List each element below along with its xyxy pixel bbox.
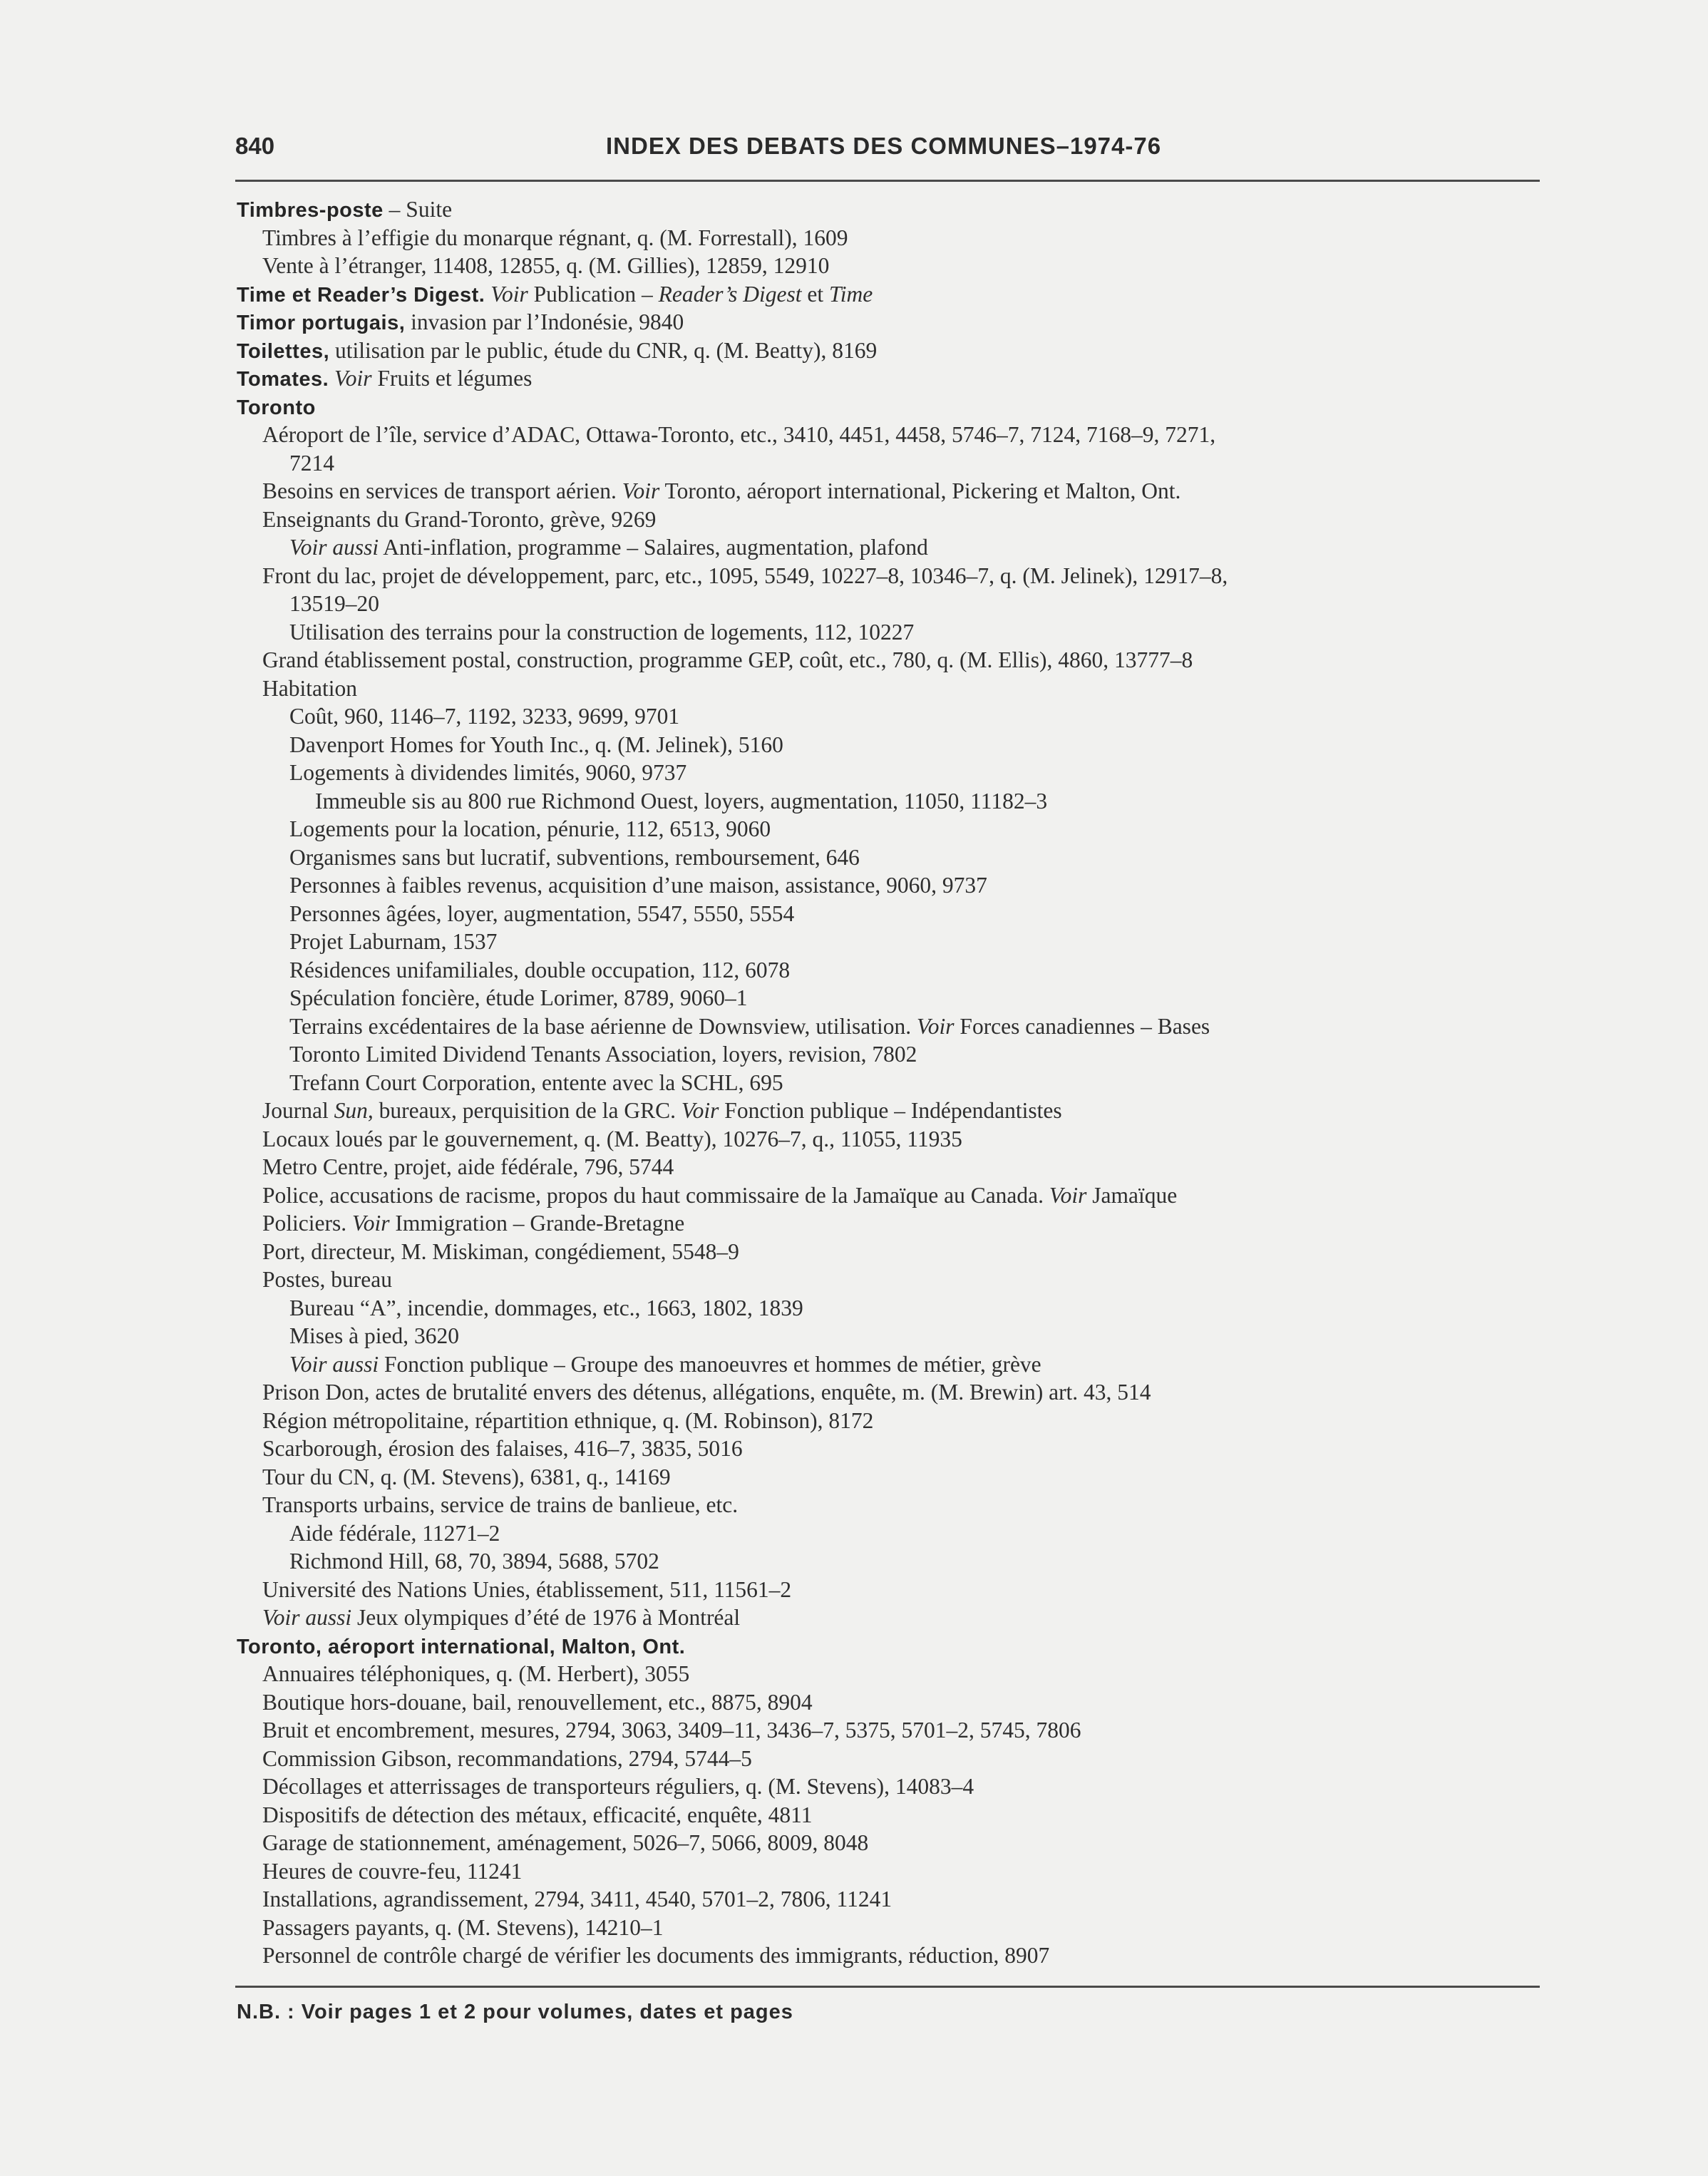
index-entry-line [237,646,1548,674]
entry-text: Fonction publique – Indépendantistes [719,1098,1062,1123]
entry-heading-text: Toronto, aéroport international, Malton, Ont. [237,1635,686,1658]
index-entry-line [237,1716,1548,1745]
page-number: 840 [235,133,275,159]
index-entry-line [237,1209,1548,1238]
entry-text: Fonction publique – Groupe des manoeuvres et hommes de métier, grève [379,1351,1041,1377]
entry-text: Décollages et atterrissages de transporteurs réguliers, q. (M. Stevens), 14083–4 [262,1774,974,1799]
index-entry-line [237,477,1548,505]
entry-text: Toronto Limited Dividend Tenants Association, loyers, revision, 7802 [289,1042,917,1067]
entry-heading-text: Toilettes, [237,339,330,363]
entry-text: Logements à dividendes limités, 9060, 9737 [289,760,687,785]
entry-text: Bruit et encombrement, mesures, 2794, 3063, 3409–11, 3436–7, 5375, 5701–2, 5745, 7806 [262,1718,1081,1743]
index-entry-line [237,252,1548,280]
entry-text: – Suite [383,197,453,222]
cross-reference-text: Voir [490,281,528,307]
entry-text: Timbres à l’effigie du monarque régnant, q. (M. Forrestall), 1609 [262,225,848,250]
cross-reference-text: Voir [1049,1182,1087,1208]
index-entry-line [237,1040,1548,1069]
index-entry-line [237,1857,1548,1886]
entry-text: Police, accusations de racisme, propos du haut commissaire de la Jamaïque au Canada. [262,1182,1049,1208]
entry-text: Organismes sans but lucratif, subventions, remboursement, 646 [289,844,860,870]
index-entry-line [237,505,1548,534]
entry-text: Forces canadiennes – Bases [954,1013,1210,1039]
entry-text: utilisation par le public, étude du CNR, q. (M. Beatty), 8169 [329,337,878,363]
entry-heading-text: Timor portugais, [237,312,406,334]
index-entry-line [237,702,1548,731]
entry-text: Vente à l’étranger, 11408, 12855, q. (M. Gillies), 12859, 12910 [262,253,830,278]
cross-reference-text: Reader’s Digest [658,281,802,307]
entry-text: Immeuble sis au 800 rue Richmond Ouest, loyers, augmentation, 11050, 11182–3 [315,788,1048,814]
cross-reference-text: Voir [917,1013,955,1039]
entry-text: Front du lac, projet de développement, parc, etc., 1095, 5549, 10227–8, 10346–7, q. (M. Jelinek), 12917–8, [262,563,1228,588]
entry-text: Boutique hors-douane, bail, renouvellement, etc., 8875, 8904 [262,1689,813,1715]
entry-text: Enseignants du Grand-Toronto, grève, 9269 [262,506,657,532]
entry-text: Habitation [262,675,357,701]
entry-text: Publication – [528,281,659,307]
entry-text: 13519–20 [289,591,379,616]
index-entry-line [237,1378,1548,1407]
index-entry-line [237,1266,1548,1294]
cross-reference-text: Voir [352,1211,390,1236]
footer-rule [235,1986,1540,1988]
index-entry-line [237,1238,1548,1266]
index-entry-line [237,956,1548,985]
entry-text: Aide fédérale, 11271–2 [289,1520,500,1546]
entry-heading-text: Timbres-poste [237,199,384,222]
entry-text: Jeux olympiques d’été de 1976 à Montréal [351,1605,741,1630]
cross-reference-text: Voir aussi [289,1351,379,1377]
page-header [235,133,1540,175]
entry-text: Jamaïque [1086,1182,1178,1208]
index-entry-line [237,224,1548,252]
index-heading-line [237,280,1548,309]
cross-reference-text: Voir [334,366,372,391]
index-entry-line [237,1829,1548,1857]
index-entry-line [237,1660,1548,1688]
entry-text: Prison Don, actes de brutalité envers des détenus, allégations, enquête, m. (M. Brewin) art. 43, 514 [262,1380,1151,1405]
index-entry-line [237,1407,1548,1435]
cross-reference-text: Sun, [334,1098,374,1123]
entry-text: Journal [262,1098,334,1123]
cross-reference-text: Time [829,281,873,307]
index-entry-line [237,1491,1548,1519]
index-entry-line [237,759,1548,787]
entry-text: bureaux, perquisition de la GRC. [373,1098,681,1123]
header-rule [235,180,1540,182]
entry-text: Commission Gibson, recommandations, 2794, 5744–5 [262,1745,752,1771]
entry-text: Région métropolitaine, répartition ethnique, q. (M. Robinson), 8172 [262,1407,874,1433]
entry-text: Toronto, aéroport international, Pickering et Malton, Ont. [659,478,1181,503]
cross-reference-text: Voir aussi [289,535,379,560]
index-heading-line [237,308,1548,337]
index-entry-line [237,1125,1548,1154]
index-entry-line [237,562,1548,590]
entry-text: 7214 [289,450,334,476]
index-heading-line [237,364,1548,393]
running-title: INDEX DES DEBATS DES COMMUNES–1974-76 [606,133,1162,159]
entry-text: Metro Centre, projet, aide fédérale, 796, 5744 [262,1154,674,1179]
cross-reference-text: Voir [622,478,660,503]
index-entry-line [237,1012,1548,1041]
entry-text: Heures de couvre-feu, 11241 [262,1858,523,1884]
entry-heading-text: Time et Reader’s Digest. [237,283,485,307]
entry-text: Mises à pied, 3620 [289,1323,459,1348]
entry-text: Université des Nations Unies, établissement, 511, 11561–2 [262,1576,792,1602]
index-entry-line [237,1435,1548,1463]
index-entry-line [237,1801,1548,1829]
footer-note: N.B. : Voir pages 1 et 2 pour volumes, dates et pages [237,2001,793,2023]
index-entry-line [237,1547,1548,1576]
entry-text: Annuaires téléphoniques, q. (M. Herbert), 3055 [262,1661,690,1686]
entry-text: Projet Laburnam, 1537 [289,929,498,954]
entry-text: Immigration – Grande-Bretagne [389,1211,685,1236]
index-entry-line [237,674,1548,703]
entry-text: Richmond Hill, 68, 70, 3894, 5688, 5702 [289,1549,659,1574]
index-entry-line [237,449,1548,478]
index-entry-line [237,618,1548,647]
index-entry-line [237,900,1548,928]
entry-text: Trefann Court Corporation, entente avec la SCHL, 695 [289,1069,783,1095]
index-entry-line [237,1350,1548,1379]
index-entry-line [237,1519,1548,1548]
index-entry-line [237,1322,1548,1350]
entry-text: Postes, bureau [262,1267,392,1292]
entry-text: Grand établissement postal, construction, programme GEP, coût, etc., 780, q. (M. Ellis), 4860, 13777–8 [262,647,1193,672]
index-entry-line [237,590,1548,618]
index-entry-line [237,1576,1548,1604]
entry-heading-text: Tomates. [237,368,329,391]
index-entry-line [237,1914,1548,1942]
entry-text: Aéroport de l’île, service d’ADAC, Ottawa-Toronto, etc., 3410, 4451, 4458, 5746–7, 7124, 7168–9, 7271, [262,422,1216,447]
entry-text: Anti-inflation, programme – Salaires, augmentation, plafond [379,535,928,560]
entry-text: Résidences unifamiliales, double occupation, 112, 6078 [289,957,791,982]
entry-heading-text: Toronto [237,396,316,419]
index-entry-line [237,1688,1548,1717]
entry-text: Spéculation foncière, étude Lorimer, 8789, 9060–1 [289,985,748,1010]
entry-text: Personnes à faibles revenus, acquisition d’une maison, assistance, 9060, 9737 [289,873,987,898]
index-entry-line [237,1603,1548,1632]
entry-text: Terrains excédentaires de la base aérienne de Downsview, utilisation. [289,1013,917,1039]
index-entry-line [237,1941,1548,1970]
entry-text: Garage de stationnement, aménagement, 5026–7, 5066, 8009, 8048 [262,1830,869,1855]
index-entry-line [237,1745,1548,1773]
cross-reference-text: Voir aussi [262,1605,352,1630]
index-entry-line [237,1294,1548,1323]
index-entry-line [237,1463,1548,1492]
index-entry-line [237,1885,1548,1914]
index-entry-line [237,1069,1548,1097]
index-entry-line [237,984,1548,1012]
entry-text: invasion par l’Indonésie, 9840 [405,309,684,334]
entry-text: Tour du CN, q. (M. Stevens), 6381, q., 14169 [262,1464,671,1489]
entry-text: Personnel de contrôle chargé de vérifier les documents des immigrants, réduction, 8907 [262,1943,1050,1968]
cross-reference-text: Voir [681,1098,719,1123]
index-entry-line [237,815,1548,843]
entry-text: Besoins en services de transport aérien. [262,478,622,503]
index-entry-line [237,1153,1548,1181]
index-heading-line [237,195,1548,224]
entry-text: Bureau “A”, incendie, dommages, etc., 1663, 1802, 1839 [289,1295,803,1320]
entry-text: Logements pour la location, pénurie, 112, 6513, 9060 [289,816,771,841]
entry-text: Port, directeur, M. Miskiman, congédiement, 5548–9 [262,1238,739,1264]
entry-text [329,366,334,391]
index-entry-line [237,1772,1548,1801]
entry-text: Locaux loués par le gouvernement, q. (M. Beatty), 10276–7, q., 11055, 11935 [262,1126,962,1151]
index-entry-line [237,871,1548,900]
index-entries [237,195,1548,1970]
entry-text: Scarborough, érosion des falaises, 416–7, 3835, 5016 [262,1436,743,1461]
entry-text: Passagers payants, q. (M. Stevens), 14210–1 [262,1914,664,1940]
index-heading-line [237,1632,1548,1661]
entry-text: Policiers. [262,1211,352,1236]
index-entry-line [237,843,1548,872]
index-entry-line [237,787,1548,816]
entry-text: Installations, agrandissement, 2794, 3411, 4540, 5701–2, 7806, 11241 [262,1887,892,1911]
index-entry-line [237,533,1548,562]
entry-text: Transports urbains, service de trains de banlieue, etc. [262,1492,739,1517]
entry-text: Personnes âgées, loyer, augmentation, 5547, 5550, 5554 [289,900,795,926]
entry-text: et [801,281,830,307]
entry-text: Davenport Homes for Youth Inc., q. (M. Jelinek), 5160 [289,732,783,757]
index-heading-line [237,337,1548,365]
index-entry-line [237,1181,1548,1210]
entry-text: Coût, 960, 1146–7, 1192, 3233, 9699, 9701 [289,704,680,729]
index-entry-line [237,421,1548,449]
entry-text: Fruits et légumes [371,366,533,391]
entry-text: Utilisation des terrains pour la construction de logements, 112, 10227 [289,619,915,645]
index-entry-line [237,928,1548,956]
index-heading-line [237,393,1548,421]
index-entry-line [237,1097,1548,1125]
index-entry-line [237,731,1548,759]
entry-text: Dispositifs de détection des métaux, efficacité, enquête, 4811 [262,1802,813,1827]
